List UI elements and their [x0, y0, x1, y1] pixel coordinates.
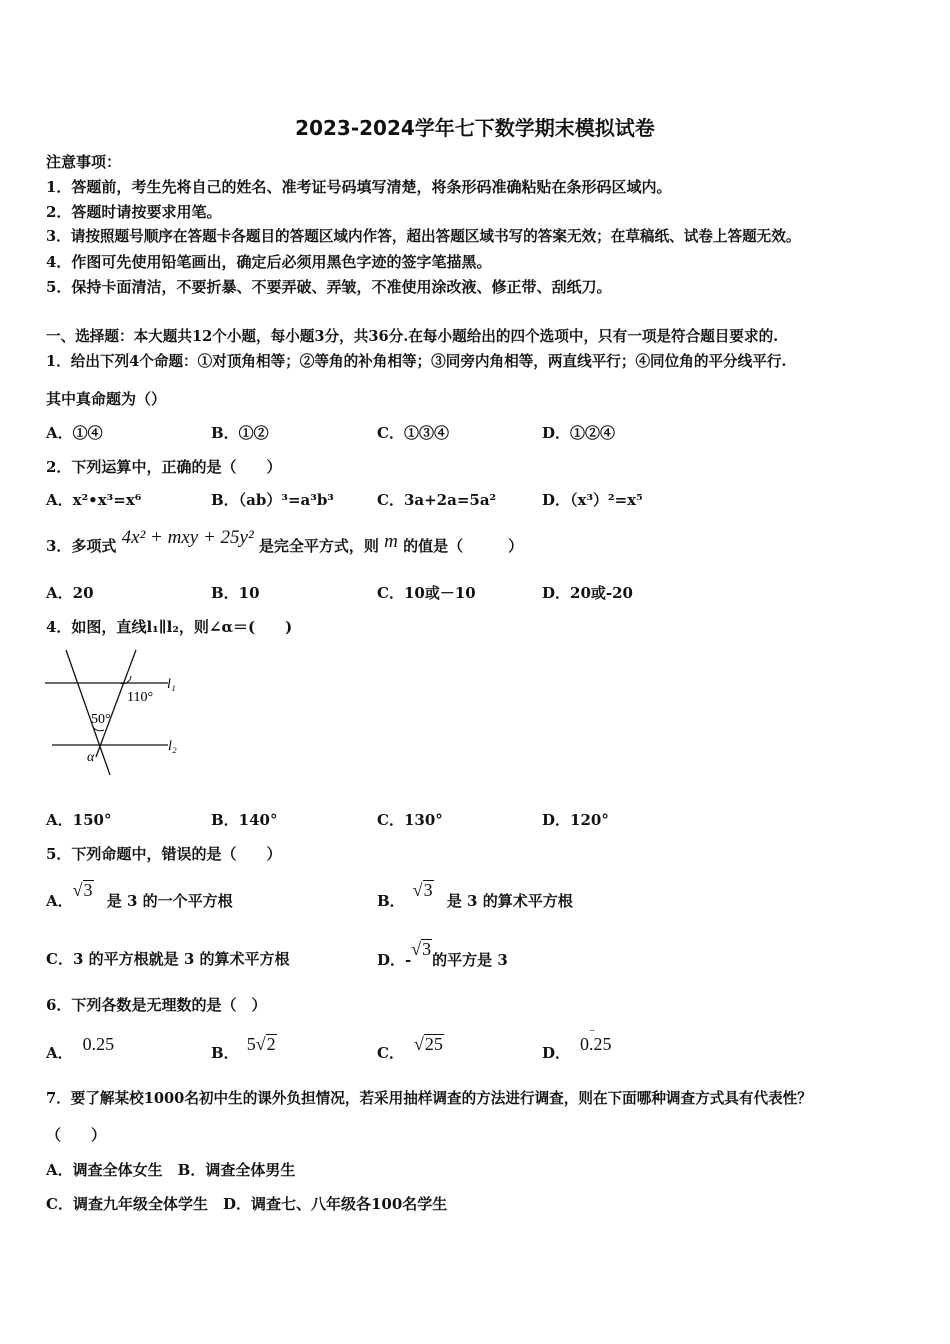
q6-option-b[interactable] — [211, 1034, 277, 1063]
option-text: 是 3 的一个平方根 — [106, 892, 233, 910]
note-item: 4．作图可先使用铅笔画出，确定后必须用黑色字迹的签字笔描黑。 — [46, 253, 492, 271]
page-title: 2023-2024学年七下数学期末模拟试卷 — [295, 116, 655, 140]
q3-option-c[interactable]: C．10或－10 — [377, 584, 476, 602]
option-letter: C． — [377, 1044, 404, 1062]
q4-option-d[interactable]: D．120° — [542, 811, 609, 829]
q4-option-c[interactable]: C．130° — [377, 811, 443, 829]
q3-stem — [46, 527, 524, 556]
q7-stem: 7．要了解某校1000名初中生的课外负担情况，若采用抽样调查的方法进行调查，则在下面哪种调查方式具有代表性？ — [46, 1090, 812, 1107]
q6-option-a[interactable] — [46, 1034, 115, 1063]
q3-variable: m — [384, 531, 398, 552]
option-text: 是 3 的算术平方根 — [446, 892, 573, 910]
note-item: 3．请按照题号顺序在答题卡各题目的答题区域内作答，超出答题区域书写的答案无效；在草稿纸、试卷上答题无效。 — [46, 228, 801, 245]
q6-option-d[interactable] — [542, 1034, 612, 1063]
q3-option-a[interactable]: A．20 — [46, 584, 94, 602]
q3-mid: 是完全平方式，则 — [258, 537, 379, 555]
radicand: 3 — [422, 939, 432, 959]
sqrt-icon: √2 — [255, 1034, 276, 1054]
q4-stem: 4．如图，直线l₁∥l₂，则∠α＝( ) — [46, 618, 293, 636]
q1-option-c[interactable]: C．①③④ — [377, 424, 449, 442]
note-item: 1．答题前，考生先将自己的姓名、准考证号码填写清楚，将条形码准确粘贴在条形码区域内。 — [46, 178, 672, 196]
q2-option-b[interactable]: B．（ab）³=a³b³ — [211, 491, 334, 509]
q5-option-a[interactable] — [46, 880, 233, 911]
q5-option-c[interactable]: C．3 的平方根就是 3 的算术平方根 — [46, 950, 290, 968]
q7-options-ab[interactable]: A．调查全体女生 B．调查全体男生 — [46, 1161, 296, 1179]
q5-option-d[interactable] — [377, 939, 508, 970]
q2-option-c[interactable]: C．3a+2a=5a² — [377, 491, 497, 509]
q6-stem: 6．下列各数是无理数的是（ ） — [46, 996, 267, 1014]
q2-stem: 2．下列运算中，正确的是（ ） — [46, 458, 282, 476]
q2-option-a[interactable]: A．x²•x³=x⁶ — [46, 491, 142, 509]
q2-option-d[interactable]: D．（x³）²=x⁵ — [542, 491, 643, 509]
sqrt-icon: √25 — [413, 1034, 443, 1054]
option-letter: B． — [211, 1044, 239, 1062]
label-l2: l₂ — [168, 739, 177, 754]
coefficient: 5 — [246, 1034, 256, 1054]
radicand: 25 — [424, 1034, 443, 1054]
q1-stem2: 其中真命题为（） — [46, 390, 167, 408]
repeating-decimal: · · 0.25 — [580, 1034, 612, 1054]
option-letter: A． — [46, 892, 73, 910]
q3-expression: 4x² + mxy + 25y² — [121, 527, 254, 548]
sqrt-icon: √3 — [412, 880, 433, 900]
q3-option-d[interactable]: D．20或-20 — [542, 584, 633, 602]
q1-option-a[interactable]: A．①④ — [46, 424, 103, 442]
q4-figure — [40, 645, 190, 780]
sqrt-icon: √3 — [72, 880, 93, 900]
label-alpha: α — [87, 750, 95, 765]
q4-option-a[interactable]: A．150° — [46, 811, 112, 829]
q6-option-c[interactable] — [377, 1034, 444, 1063]
q3-option-b[interactable]: B．10 — [211, 584, 260, 602]
notes-heading: 注意事项： — [46, 153, 122, 171]
q3-label: 3．多项式 — [46, 537, 117, 555]
label-50: 50° — [91, 712, 111, 727]
option-letter: A． — [46, 1044, 73, 1062]
radicand: 3 — [83, 880, 93, 900]
q1-option-d[interactable]: D．①②④ — [542, 424, 616, 442]
option-letter: B． — [377, 892, 405, 910]
q4-option-b[interactable]: B．140° — [211, 811, 278, 829]
option-text: 的平方是 3 — [432, 951, 508, 969]
q1-option-b[interactable]: B．①② — [211, 424, 269, 442]
q5-option-b[interactable] — [377, 880, 573, 911]
note-item: 5．保持卡面清洁，不要折暴、不要弄破、弄皱，不准使用涂改液、修正带、刮纸刀。 — [46, 278, 612, 296]
sqrt-icon: √3 — [411, 939, 432, 959]
label-l1: l₁ — [167, 677, 176, 692]
label-110: 110° — [127, 690, 154, 705]
section-heading: 一、选择题：本大题共12个小题，每小题3分，共36分.在每小题给出的四个选项中，只有一项是符合题目要求的. — [46, 328, 779, 345]
note-item: 2．答题时请按要求用笔。 — [46, 203, 222, 221]
radicand: 2 — [266, 1034, 276, 1054]
option-letter: D． — [542, 1044, 571, 1062]
q7-options-cd[interactable]: C．调查九年级全体学生 D．调查七、八年级各100名学生 — [46, 1195, 448, 1213]
radicand: 3 — [423, 880, 433, 900]
q1-stem: 1．给出下列4个命题：①对顶角相等；②等角的补角相等；③同旁内角相等，两直线平行；④同位角的平分线平行. — [46, 353, 787, 370]
option-letter: D．- — [377, 951, 412, 969]
q7-paren: （ ） — [46, 1126, 107, 1144]
option-value: 0.25 — [82, 1034, 115, 1054]
q3-tail: 的值是（ ） — [403, 537, 524, 555]
q5-stem: 5．下列命题中，错误的是（ ） — [46, 845, 282, 863]
